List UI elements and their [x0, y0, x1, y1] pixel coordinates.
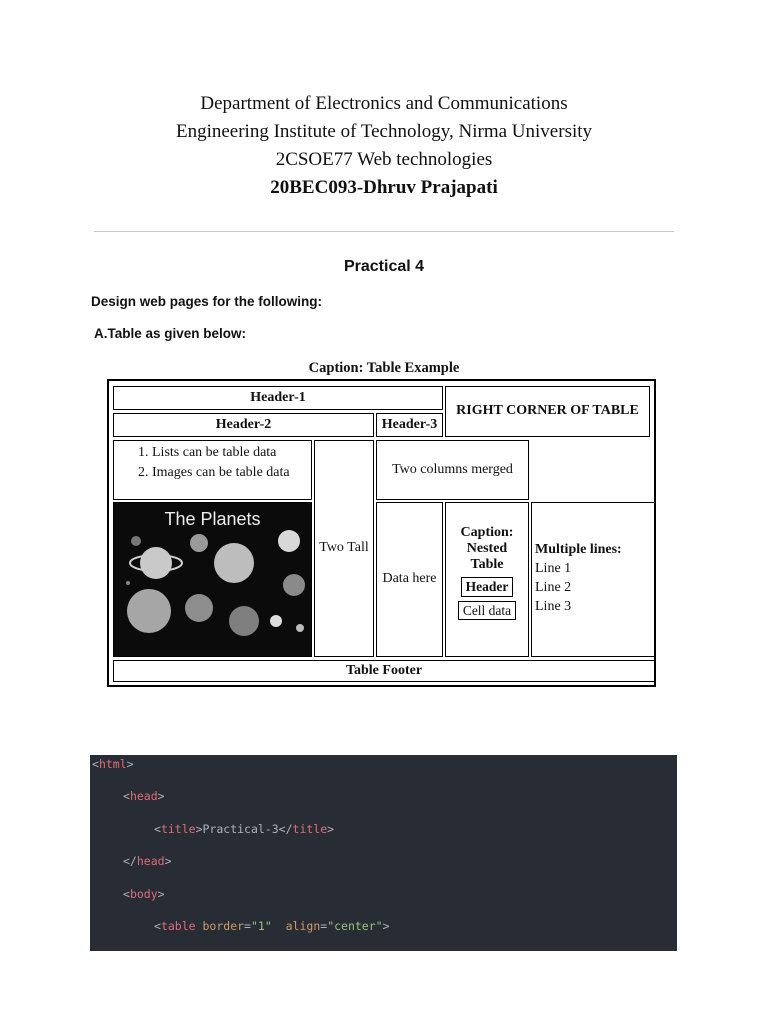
nested-caption: Caption: Nested Table — [460, 525, 514, 573]
department-line: Department of Electronics and Communications — [200, 93, 568, 114]
header-2-cell: Header-2 — [113, 413, 374, 437]
example-caption: Caption: Table Example — [308, 360, 460, 376]
two-tall-cell: Two Tall — [314, 440, 374, 657]
task-heading: Design web pages for the following: — [91, 294, 323, 309]
planets-title: The Planets — [164, 509, 261, 529]
multiple-lines-cell — [531, 502, 655, 657]
example-table — [107, 379, 656, 687]
header-1-cell: Header-1 — [113, 386, 443, 410]
list-cell — [113, 440, 312, 500]
code-block — [90, 755, 677, 951]
nested-header: Header — [461, 577, 514, 597]
planets-illustration — [114, 503, 310, 655]
list-item: 1. Lists can be table data — [138, 445, 277, 460]
code-line-4: </head> — [123, 854, 172, 868]
nested-cell: Cell data — [458, 601, 516, 621]
practical-title: Practical 4 — [343, 258, 425, 275]
code-line-5: <body> — [123, 887, 165, 901]
divider — [94, 231, 674, 232]
merged-cell: Two columns merged — [376, 440, 529, 500]
code-line-2: <head> — [123, 789, 165, 803]
code-line-6: <table border="1" align="center"> — [154, 919, 390, 933]
line-3: Line 3 — [535, 598, 572, 614]
multiple-lines-title: Multiple lines: — [535, 542, 622, 557]
planets-image — [113, 502, 312, 657]
list-item: 2. Images can be table data — [138, 465, 290, 481]
task-subheading: A.Table as given below: — [94, 326, 247, 341]
right-corner-cell: RIGHT CORNER OF TABLE — [445, 386, 650, 437]
table-footer-cell: Table Footer — [113, 660, 655, 682]
line-2: Line 2 — [535, 579, 572, 595]
student-line: 20BEC093-Dhruv Prajapati — [270, 177, 498, 198]
code-line-3: <title>Practical-3</title> — [154, 822, 335, 836]
course-line: 2CSOE77 Web technologies — [275, 149, 493, 170]
nested-table-cell — [445, 502, 529, 657]
line-1: Line 1 — [535, 560, 572, 576]
institute-line: Engineering Institute of Technology, Nirma University — [175, 121, 593, 142]
data-here-cell: Data here — [376, 502, 443, 657]
code-line-1: <html> — [92, 757, 134, 771]
header-3-cell: Header-3 — [376, 413, 443, 437]
